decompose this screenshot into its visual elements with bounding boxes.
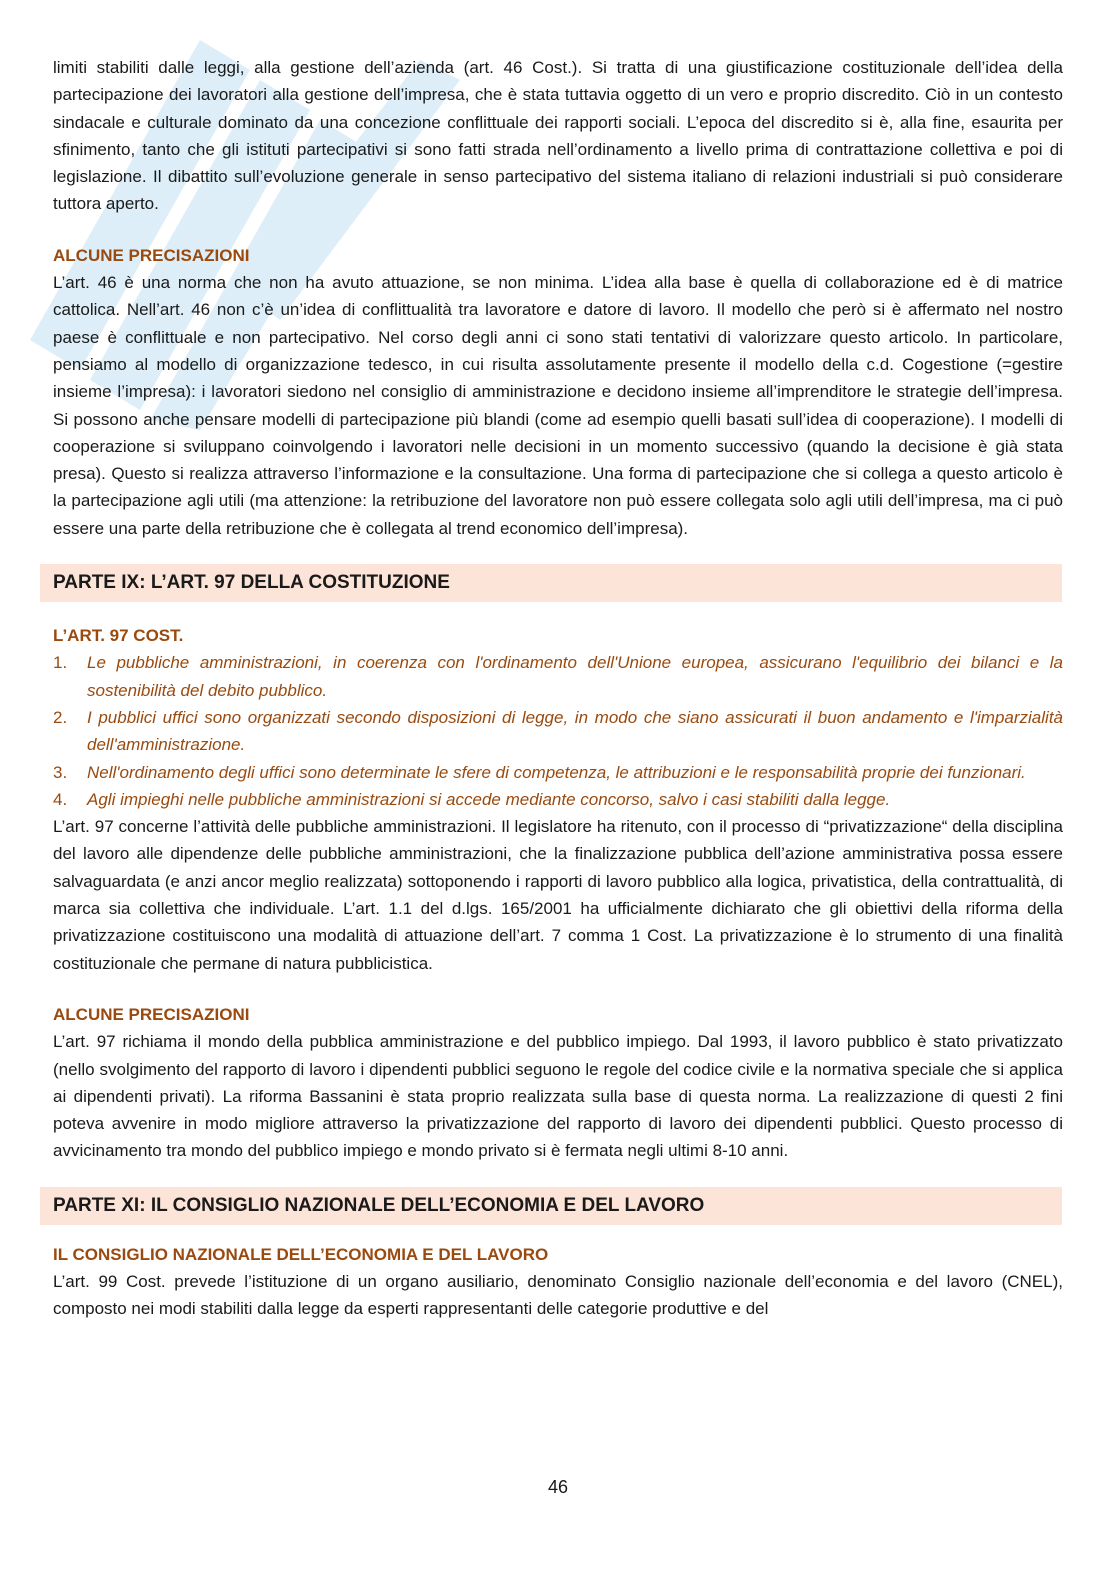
list-item: 4. Agli impieghi nelle pubbliche amministrazioni si accede mediante concorso, salvo i casi stabiliti dalla legge. [53,789,891,809]
precisazioni-heading-1: ALCUNE PRECISAZIONI [53,245,250,265]
precisazioni-heading-2: ALCUNE PRECISAZIONI [53,1004,250,1024]
list-item: 2. I pubblici uffici sono organizzati secondo disposizioni di legge, in modo che siano assicurati il buon andamento e l'imparzialità dell'amministrazione. [53,707,1063,755]
list-item: 3. Nell'ordinamento degli uffici sono determinate le sfere di competenza, le attribuzioni e le responsabilità proprie dei funzionari. [53,762,1026,782]
cnel-heading: IL CONSIGLIO NAZIONALE DELL’ECONOMIA E DEL LAVORO [53,1244,549,1264]
page-content [53,54,1063,1323]
list-item: 1. Le pubbliche amministrazioni, in coerenza con l'ordinamento dell'Unione europea, assicurano l'equilibrio dei bilanci e la sostenibilità del debito pubblico. [53,653,1063,700]
art97-list [53,649,1063,813]
page-number: 46 [547,1477,569,1497]
intro-paragraph: limiti stabiliti dalle leggi, alla gestione dell’azienda (art. 46 Cost.). Si tratta di una giustificazione costituzionale dell’idea della partecipazione dei lavoratori alla gestione dell’impresa, che è stata tuttavia oggetto di un vero e proprio discredito. Ciò in un contesto sindacale e culturale dominato da una concezione conflittuale dei rapporti sociali. L’epoca del discredito si è, alla fine, esaurita per sfinimento, tanto che gli istituti partecipativi si sono fatti strada nell’ordinamento a livello prima di contrattazione collettiva e poi di legislazione. Il dibattito sull’evoluzione generale in senso partecipativo del sistema italiano di relazioni industriali si può considerare tuttora aperto. [53,58,1063,214]
art97-heading: L’ART. 97 COST. [53,626,184,646]
section-ix-title: PARTE IX: L’ART. 97 DELLA COSTITUZIONE [40,564,1062,602]
art97-commentary: L’art. 97 concerne l’attività delle pubbliche amministrazioni. Il legislatore ha ritenuto, con il processo di “privatizzazione“ della disciplina del lavoro alle dipendenze delle pubbliche amministrazioni, che la finalizzazione pubblica dell’azione amministrativa possa essere salvaguardata (e anzi ancor meglio realizzata) sottoponendo i rapporti di lavoro pubblico alla logica, privatistica, della contrattualità, di marca sia collettiva che individuale. L’art. 1.1 del d.lgs. 165/2001 ha ufficialmente dichiarato che gli obiettivi della riforma della privatizzazione costituiscono una modalità di attuazione dell’art. 7 comma 1 Cost. La privatizzazione è lo strumento di una finalità costituzionale che permane di natura pubblicistica. [53,817,1063,973]
cnel-text: L’art. 99 Cost. prevede l’istituzione di un organo ausiliario, denominato Consiglio nazionale dell’economia e del lavoro (CNEL), composto nei modi stabiliti dalla legge da esperti rappresentanti delle categorie produttive e del [53,1271,1063,1319]
section-xi-title: PARTE XI: IL CONSIGLIO NAZIONALE DELL’ECONOMIA E DEL LAVORO [40,1187,1062,1225]
precisazioni-text-1: L’art. 46 è una norma che non ha avuto attuazione, se non minima. L’idea alla base è quella di collaborazione ed è di matrice cattolica. Nell’art. 46 non c’è un’idea di conflittualità tra lavoratore e datore di lavoro. Il modello che però si è affermato nel nostro paese è conflittuale e non partecipativo. Nel corso degli anni ci sono stati tentativi di valorizzare questo articolo. In particolare, pensiamo al modello di organizzazione tedesco, in cui risulta assolutamente presente il modello della c.d. Cogestione (=gestire insieme l’impresa): i lavoratori siedono nel consiglio di amministrazione e decidono insieme all’imprenditore le strategie dell’impresa. Si possono anche pensare modelli di partecipazione più blandi (come ad esempio quelli basati sull’idea di cooperazione). I modelli di cooperazione si sviluppano coinvolgendo i lavoratori nelle decisioni in un momento successivo (quando la decisione è già stata presa). Questo si realizza attraverso l’informazione e la consultazione. Una forma di partecipazione che si collega a questo articolo è la partecipazione agli utili (ma attenzione: la retribuzione del lavoratore non può essere collegata solo agli utili dell’impresa, ma ci può essere una parte della retribuzione che è collegata al trend economico dell’impresa). [53,273,1063,538]
precisazioni-text-2: L’art. 97 richiama il mondo della pubblica amministrazione e del pubblico impiego. Dal 1993, il lavoro pubblico è stato privatizzato (nello svolgimento del rapporto di lavoro i dipendenti pubblici seguono le regole del codice civile e la normativa speciale che si applica ai dipendenti privati). La riforma Bassanini è stata proprio realizzata sulla base di questa norma. La realizzazione di questi 2 fini poteva avvenire in modo migliore attraverso la privatizzazione del rapporto di lavoro dei dipendenti pubblici. Questo processo di avvicinamento tra mondo del pubblico impiego e mondo privato si è fermata negli ultimi 8-10 anni. [53,1032,1063,1161]
